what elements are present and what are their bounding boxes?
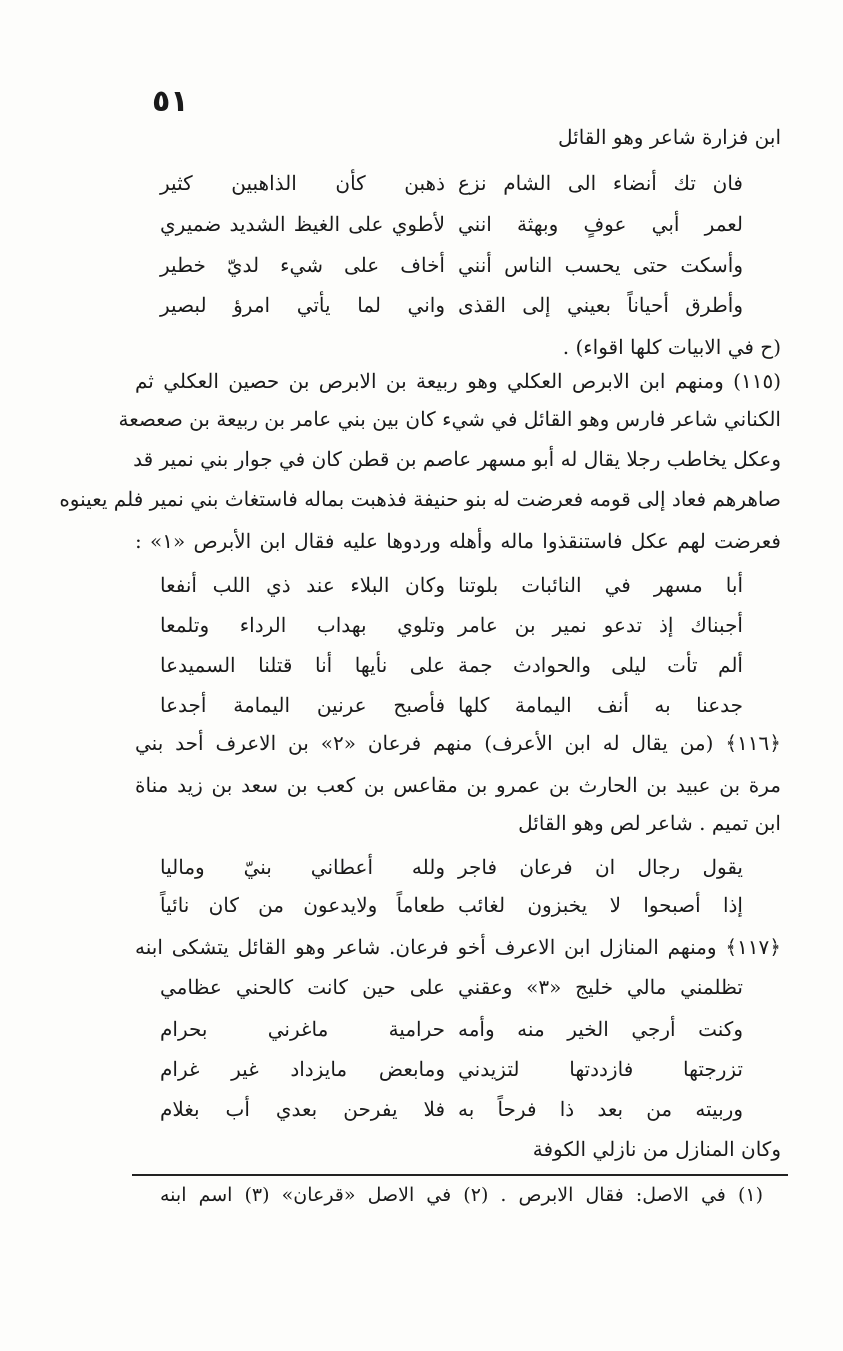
verse-second-hemistich: وكان البلاء عند ذي اللب أنفعا (160, 573, 445, 597)
verse-line (160, 248, 743, 282)
verse-line (160, 568, 743, 602)
prose-line: صاهرهم فعاد إلى قومه فعرضت له بنو حنيفة فذهبت بماله فاستغاث بني نمير فلم يعينوه (59, 487, 781, 511)
verse-second-hemistich: على حين كانت كالحني عظامي (160, 975, 445, 999)
verse-first-hemistich: إذا أصبحوا لا يخبزون لغائب (458, 893, 743, 917)
verse-first-hemistich: جدعنا به أنف اليمامة كلها (458, 693, 743, 717)
prose-line: وعكل يخاطب رجلا يقال له أبو مسهر عاصم بن قطن كان في جوار بني نمير قد (133, 447, 781, 471)
verse-second-hemistich: ذهبن كأن الذاهبين كثير (160, 171, 445, 195)
footnote-divider (132, 1174, 788, 1176)
verse-second-hemistich: وتلوي بهداب الرداء وتلمعا (160, 613, 445, 637)
prose-line: (ح في الابيات كلها اقواء) . (562, 335, 781, 359)
verse-first-hemistich: لعمر أبي عوفٍ وبهثة انني (458, 212, 743, 236)
verse-second-hemistich: ومابعض مايزداد غير غرام (160, 1057, 445, 1081)
verse-second-hemistich: ولله أعطاني بنيّ وماليا (160, 855, 445, 879)
verse-first-hemistich: أجبناك إذ تدعو نمير بن عامر (458, 613, 743, 637)
page-number: ٥١ (152, 84, 189, 119)
prose-line: الكناني شاعر فارس وهو القائل في شيء كان بين بني عامر بن ربيعة بن صعصعة (118, 407, 781, 431)
prose-line: (١١٥) ومنهم ابن الابرص العكلي وهو ربيعة بن الابرص بن حصين العكلي ثم (135, 369, 781, 393)
verse-line (160, 850, 743, 884)
prose-line: ﴿١١٧﴾ ومنهم المنازل ابن الاعرف أخو فرعان. شاعر وهو القائل يتشكى ابنه (135, 935, 781, 959)
prose-line: ابن تميم . شاعر لص وهو القائل (518, 811, 781, 835)
verse-second-hemistich: أخاف على شيء لديّ خطير (160, 253, 445, 277)
verse-first-hemistich: يقول رجال ان فرعان فاجر (458, 855, 743, 879)
verse-first-hemistich: أبا مسهر في النائبات بلوتنا (458, 573, 743, 597)
verse-line (160, 648, 743, 682)
verse-first-hemistich: وأسكت حتى يحسب الناس أنني (458, 253, 743, 277)
verse-second-hemistich: حرامية ماغرني بحرام (160, 1017, 445, 1041)
verse-second-hemistich: على نأيها أنا قتلنا السميدعا (160, 653, 445, 677)
verse-first-hemistich: ألم تأت ليلى والحوادث جمة (458, 653, 743, 677)
verse-second-hemistich: واني لما يأتي امرؤ لبصير (160, 293, 445, 317)
prose-line: ﴿١١٦﴾ (من يقال له ابن الأعرف) منهم فرعان «٢» بن الاعرف أحد بني (135, 731, 781, 755)
verse-first-hemistich: وأطرق أحياناً بعيني إلى القذى (458, 293, 743, 317)
verse-second-hemistich: فأصبح عرنين اليمامة أجدعا (160, 693, 445, 717)
prose-line: وكان المنازل من نازلي الكوفة (532, 1137, 781, 1161)
verse-first-hemistich: تظلمني مالي خليج «٣» وعقني (458, 975, 743, 999)
prose-line: مرة بن عبيد بن الحارث بن عمرو بن مقاعس بن كعب بن سعد بن زيد مناة (135, 773, 781, 797)
verse-line (160, 688, 743, 722)
verse-first-hemistich: وكنت أرجي الخير منه وأمه (458, 1017, 743, 1041)
verse-first-hemistich: فان تك أنضاء الى الشام نزع (458, 171, 743, 195)
verse-line (160, 1092, 743, 1126)
prose-line: ابن فزارة شاعر وهو القائل (558, 125, 781, 149)
verse-second-hemistich: لأطوي على الغيظ الشديد ضميري (160, 212, 445, 236)
verse-line (160, 207, 743, 241)
verse-first-hemistich: تزرجتها فازددتها لتزيدني (458, 1057, 743, 1081)
verse-line (160, 166, 743, 200)
verse-line (160, 1012, 743, 1046)
verse-line (160, 970, 743, 1004)
footnote: (١) في الاصل: فقال الابرص . (٢) في الاصل «قرعان» (٣) اسم ابنه (160, 1184, 764, 1206)
verse-second-hemistich: طعاماً ولايدعون من كان نائياً (160, 893, 445, 917)
verse-line (160, 1052, 743, 1086)
verse-line (160, 608, 743, 642)
prose-line: فعرضت لهم عكل فاستنقذوا ماله وأهله وردوها عليه فقال ابن الأبرص «١» : (135, 529, 781, 553)
verse-first-hemistich: وربيته من بعد ذا فرحاً به (458, 1097, 743, 1121)
verse-second-hemistich: فلا يفرحن بعدي أب بغلام (160, 1097, 445, 1121)
verse-line (160, 288, 743, 322)
verse-line (160, 888, 743, 922)
